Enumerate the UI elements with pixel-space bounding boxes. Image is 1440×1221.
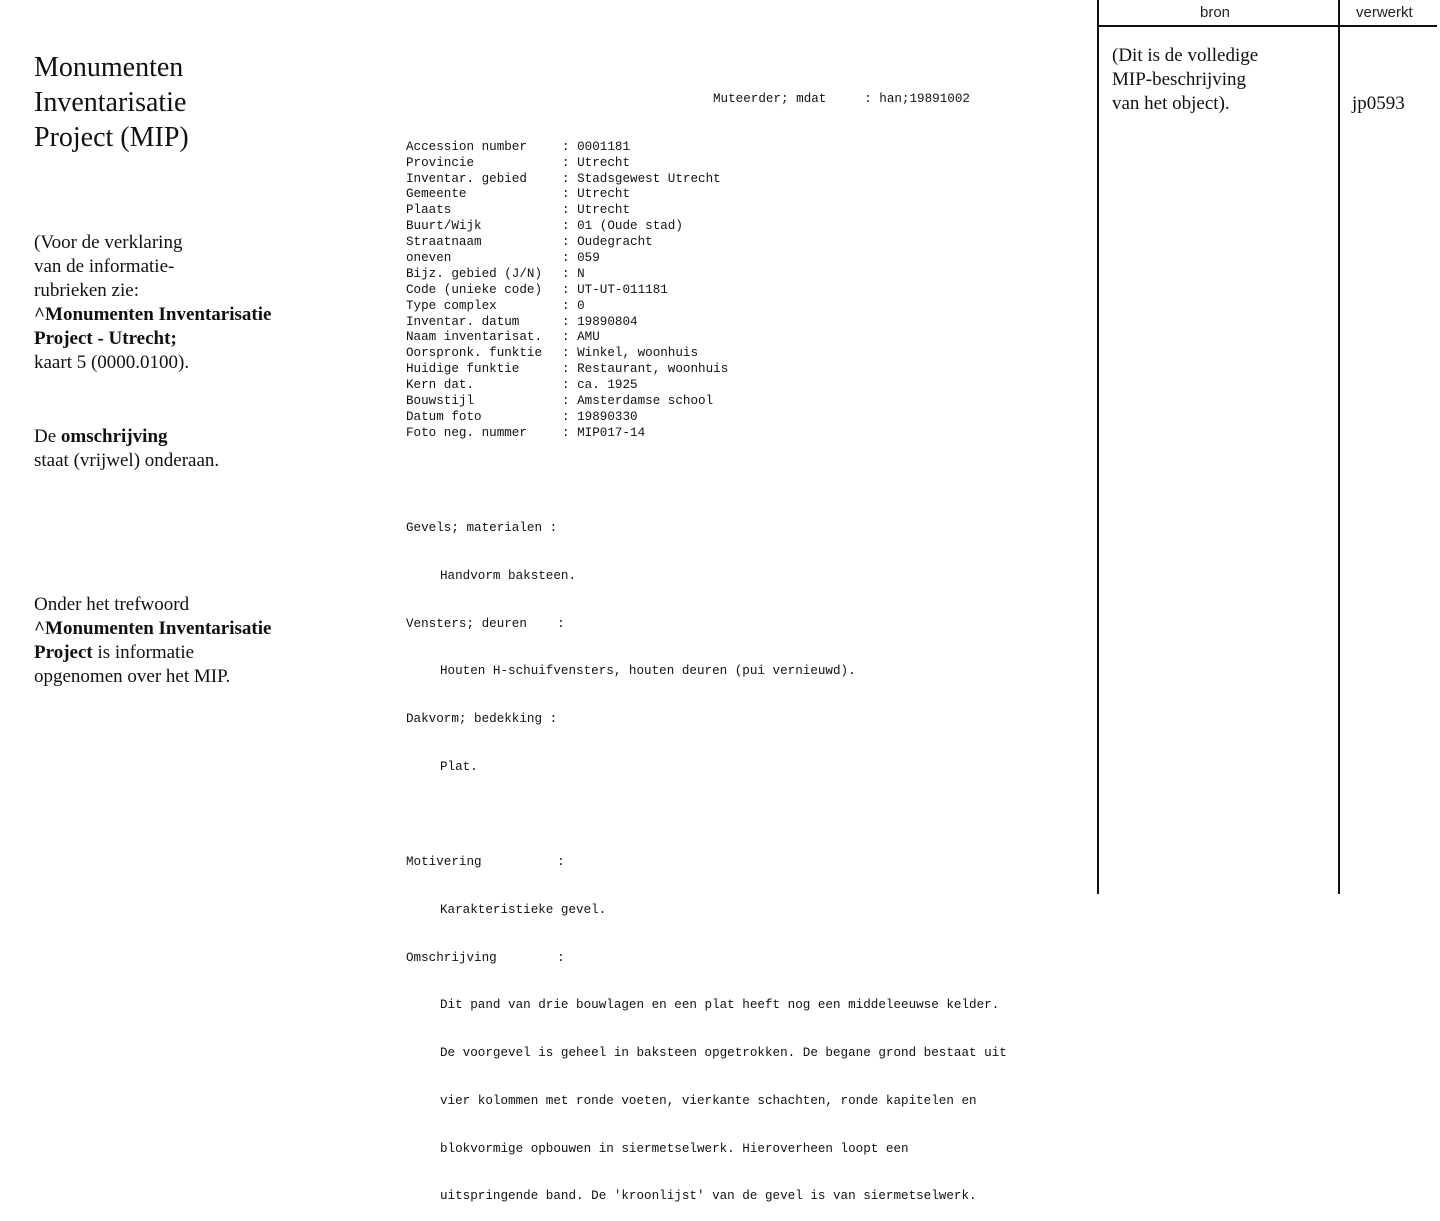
field-value: : 0: [562, 298, 585, 313]
record-field-row: [406, 235, 1086, 251]
field-label: Bouwstijl: [406, 393, 475, 408]
kw-rest: is informatie: [92, 642, 195, 663]
field-label: Datum foto: [406, 409, 482, 424]
field-value: : Stadsgewest Utrecht: [562, 171, 721, 186]
kw-line-3: opgenomen over het MIP.: [34, 666, 231, 687]
field-label: Foto neg. nummer: [406, 425, 527, 440]
ref-line-3: rubrieken zie:: [34, 280, 139, 301]
mip-record: [406, 92, 1086, 1221]
header-rule: [1097, 25, 1437, 27]
record-field-row: [406, 283, 1086, 299]
field-label: Inventar. gebied: [406, 171, 527, 186]
gevels-label: Gevels; materialen :: [406, 521, 558, 536]
field-value: : AMU: [562, 330, 600, 345]
field-value: : 19890330: [562, 409, 638, 424]
field-value: : Winkel, woonhuis: [562, 346, 699, 361]
field-value: : Utrecht: [562, 187, 631, 202]
omschrijving-label: Omschrijving :: [406, 950, 565, 965]
bron-column-border: [1097, 0, 1099, 894]
record-field-row: [406, 156, 1086, 172]
kw-line-1: Onder het trefwoord: [34, 594, 190, 615]
field-label: oneven: [406, 250, 452, 265]
record-field-row: [406, 330, 1086, 346]
bron-header: bron: [1200, 4, 1231, 21]
record-field-row: [406, 426, 1086, 442]
field-value: : Utrecht: [562, 155, 631, 170]
record-field-row: [406, 410, 1086, 426]
ref-line-4: kaart 5 (0000.0100).: [34, 352, 190, 373]
record-field-row: [406, 267, 1086, 283]
kw-link-1[interactable]: ^Monumenten Inventarisatie: [34, 618, 272, 639]
field-value: : 0001181: [562, 139, 631, 154]
omschrijving-line: uitspringende band. De 'kroonlijst' van de gevel is van siermetselwerk.: [440, 1189, 977, 1204]
record-field-row: [406, 251, 1086, 267]
field-value: : 059: [562, 250, 600, 265]
field-label: Straatnaam: [406, 235, 482, 250]
field-label: Plaats: [406, 203, 452, 218]
bron-line: van het object).: [1112, 93, 1230, 114]
field-value: : 01 (Oude stad): [562, 219, 683, 234]
kw-link-2[interactable]: Project: [34, 642, 93, 663]
record-field-row: [406, 315, 1086, 331]
field-value: : Restaurant, woonhuis: [562, 362, 729, 377]
field-value: : UT-UT-011181: [562, 282, 668, 297]
field-label: Type complex: [406, 298, 497, 313]
dakvorm-label: Dakvorm; bedekking :: [406, 712, 558, 727]
field-value: : Amsterdamse school: [562, 393, 714, 408]
omschrijving-line: De voorgevel is geheel in baksteen opgetrokken. De begane grond bestaat uit: [440, 1046, 1007, 1061]
reference-note: [34, 231, 364, 375]
gevels-value: Handvorm baksteen.: [440, 568, 577, 583]
field-value: : ca. 1925: [562, 378, 638, 393]
record-field-row: [406, 362, 1086, 378]
record-field-row: [406, 219, 1086, 235]
bron-text: [1112, 44, 1332, 116]
ref-link-2[interactable]: Project - Utrecht;: [34, 328, 177, 349]
record-field-row: [406, 140, 1086, 156]
field-label: Provincie: [406, 155, 475, 170]
field-label: Naam inventarisat.: [406, 330, 543, 345]
record-field-row: [406, 378, 1086, 394]
field-label: Oorspronk. funktie: [406, 346, 543, 361]
motivering-value: Karakteristieke gevel.: [440, 903, 607, 917]
title-line-1: Monumenten: [34, 52, 184, 83]
omschrijving-line: vier kolommen met ronde voeten, vierkante schachten, ronde kapitelen en: [440, 1093, 977, 1108]
vensters-label: Vensters; deuren :: [406, 616, 565, 631]
field-value: : Oudegracht: [562, 235, 653, 250]
record-field-row: [406, 172, 1086, 188]
bron-line: (Dit is de volledige: [1112, 45, 1259, 66]
field-label: Kern dat.: [406, 378, 475, 393]
verwerkt-value: jp0593: [1352, 93, 1405, 114]
record-field-row: [406, 203, 1086, 219]
dakvorm-value: Plat.: [440, 759, 478, 774]
motivering-label: Motivering :: [406, 855, 565, 870]
vensters-value: Houten H-schuifvensters, houten deuren (pui vernieuwd).: [440, 664, 856, 679]
left-column: [34, 50, 364, 687]
ref-line-1: (Voor de verklaring: [34, 232, 183, 253]
muteerder-field: Muteerder; mdat : han;19891002: [713, 92, 970, 106]
record-field-row: [406, 346, 1086, 362]
desc-pre: De: [34, 426, 61, 447]
field-label: Inventar. datum: [406, 314, 520, 329]
field-value: : N: [562, 266, 585, 281]
field-value: : MIP017-14: [562, 425, 646, 440]
field-value: : 19890804: [562, 314, 638, 329]
field-label: Accession number: [406, 139, 527, 154]
verwerkt-header: verwerkt: [1356, 4, 1413, 21]
title-line-3: Project (MIP): [34, 122, 189, 153]
page-title: [34, 50, 364, 155]
desc-line-2: staat (vrijwel) onderaan.: [34, 450, 220, 471]
ref-link-1[interactable]: ^Monumenten Inventarisatie: [34, 304, 272, 325]
desc-bold: omschrijving: [60, 426, 168, 447]
field-label: Buurt/Wijk: [406, 219, 482, 234]
bron-line: MIP-beschrijving: [1112, 69, 1247, 90]
record-fields: [406, 140, 1086, 442]
omschrijving-line: Dit pand van drie bouwlagen en een plat heeft nog een middeleeuwse kelder.: [440, 998, 1000, 1013]
ref-line-2: van de informatie-: [34, 256, 175, 277]
field-label: Huidige funktie: [406, 362, 520, 377]
field-label: Gemeente: [406, 187, 467, 202]
record-field-row: [406, 187, 1086, 203]
record-field-row: [406, 394, 1086, 410]
field-value: : Utrecht: [562, 203, 631, 218]
title-line-2: Inventarisatie: [34, 87, 187, 118]
description-note: [34, 425, 364, 473]
verwerkt-column-border: [1338, 0, 1340, 894]
record-field-row: [406, 299, 1086, 315]
keyword-note: [34, 593, 364, 689]
omschrijving-line: blokvormige opbouwen in siermetselwerk. Hieroverheen loopt een: [440, 1141, 909, 1156]
field-label: Bijz. gebied (J/N): [406, 266, 543, 281]
field-label: Code (unieke code): [406, 282, 543, 297]
